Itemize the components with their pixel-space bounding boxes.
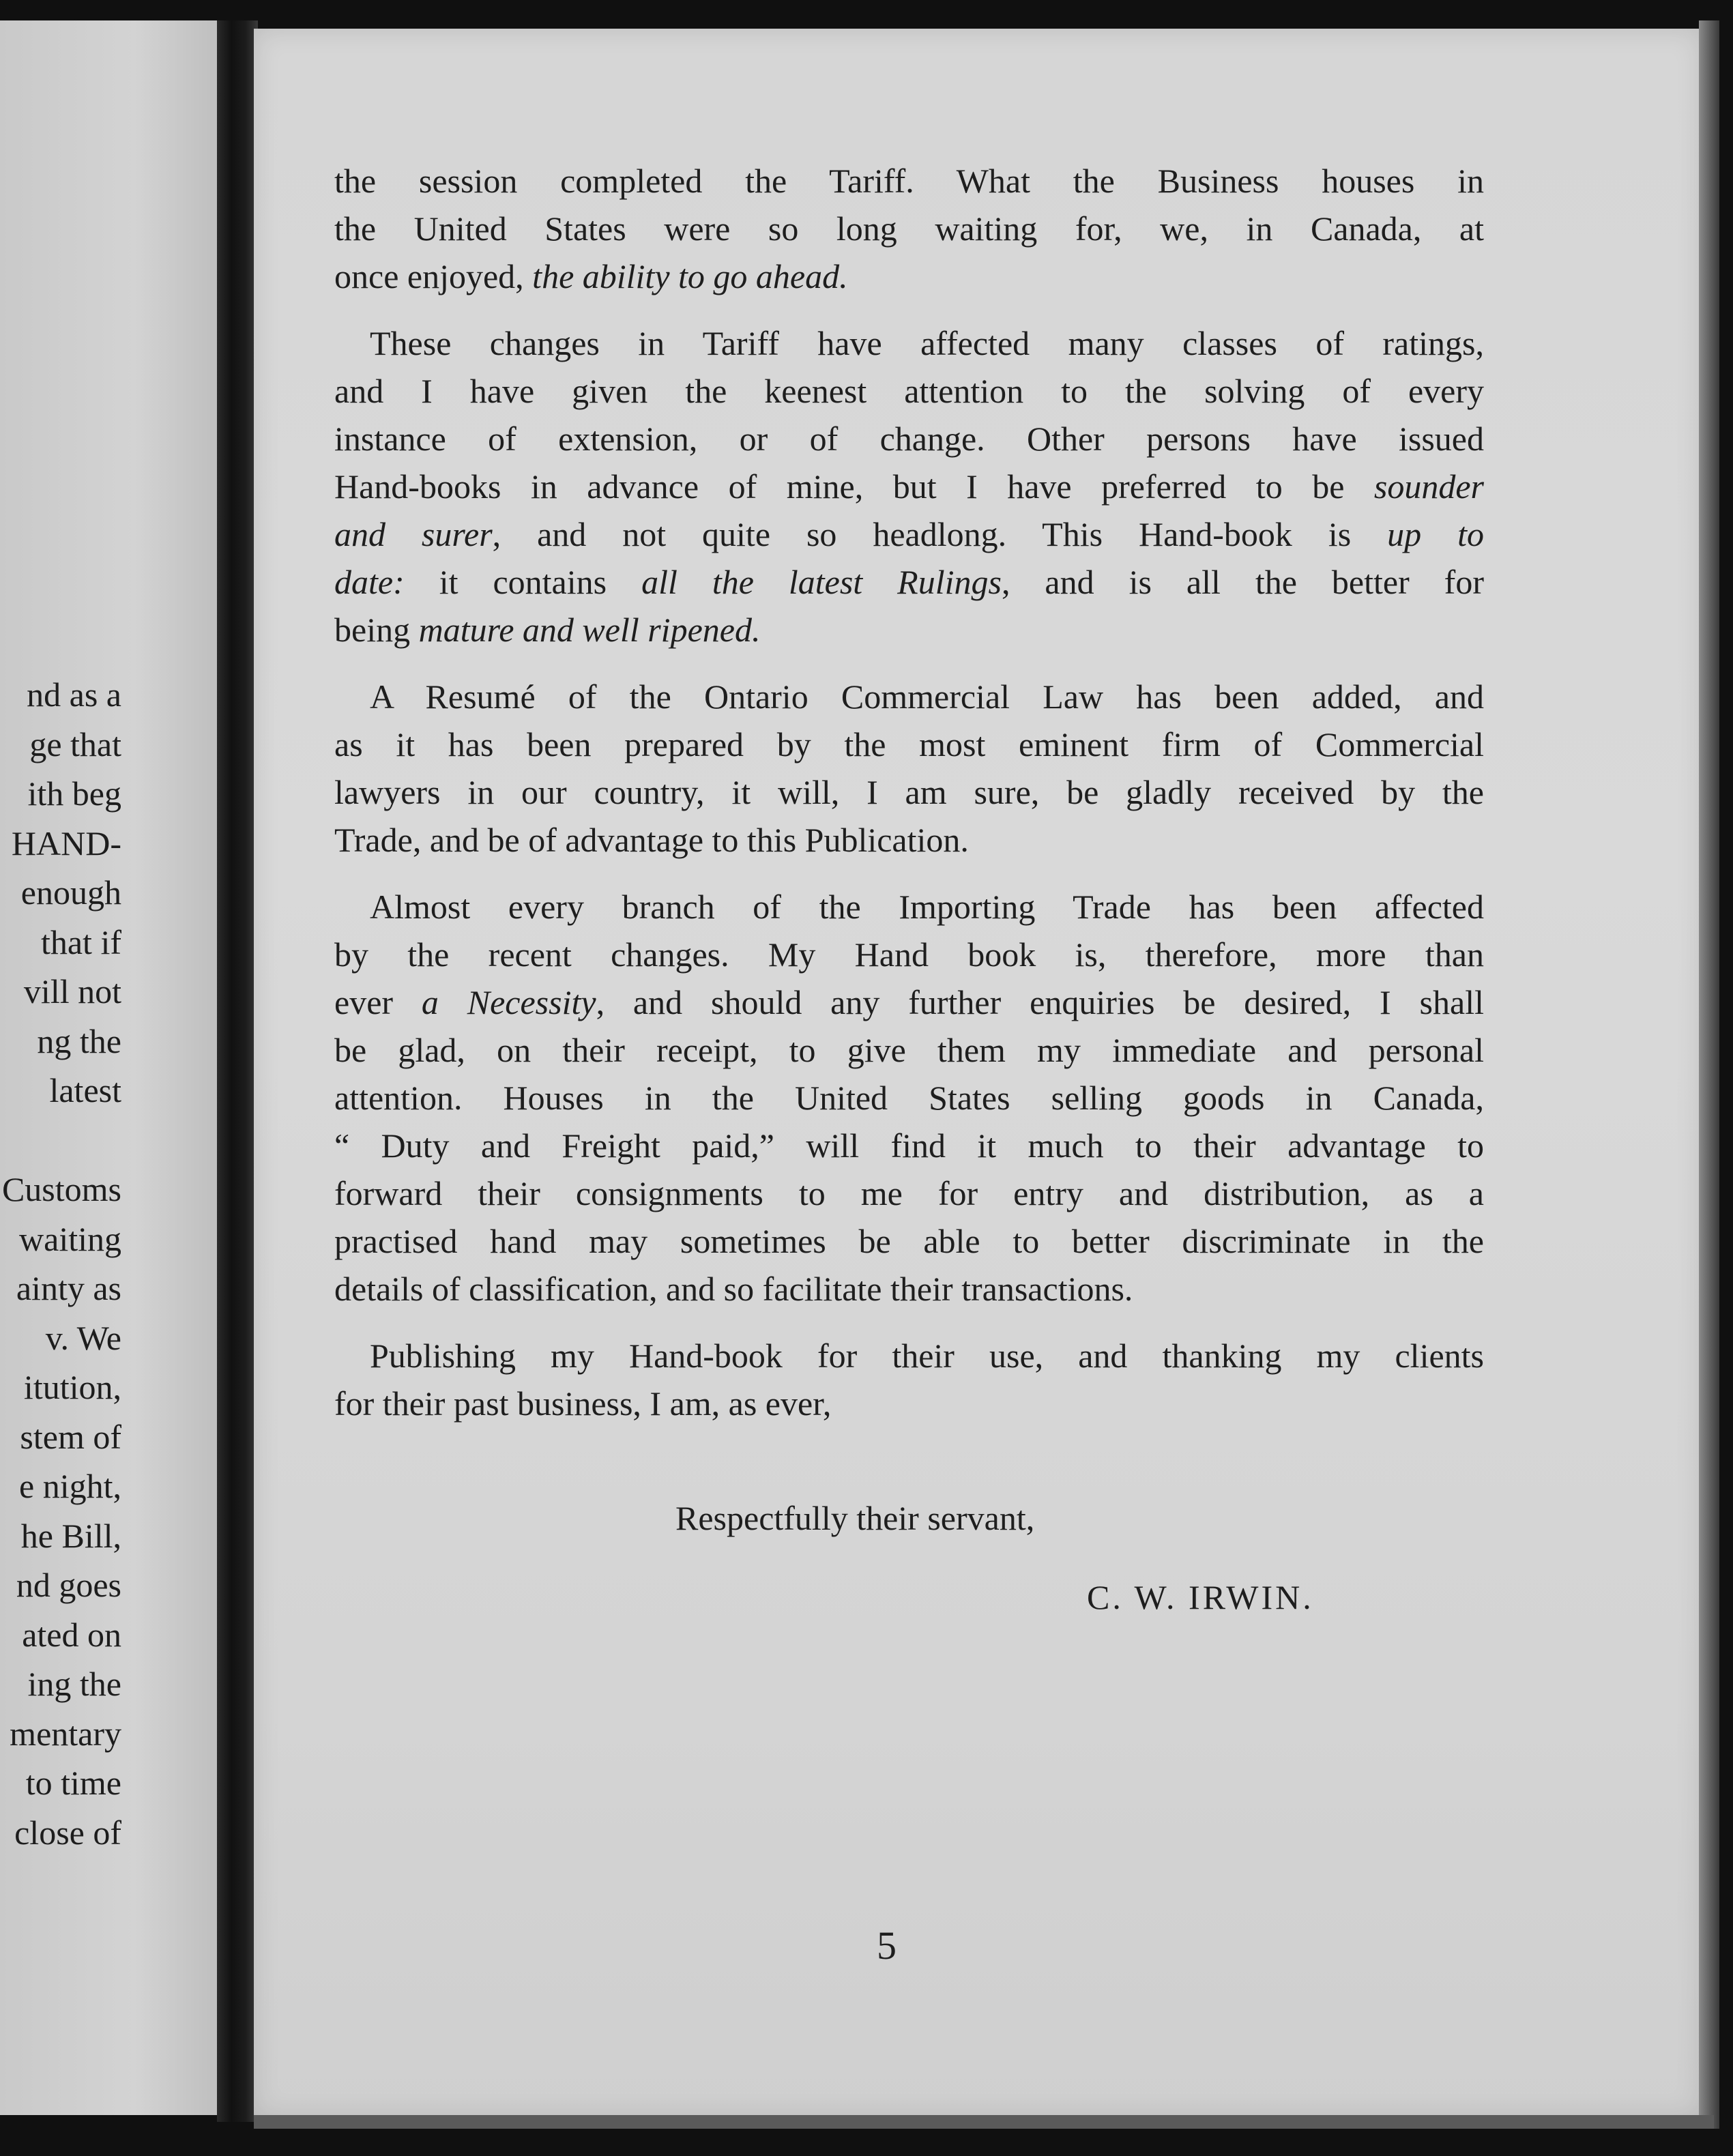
text-line (334, 415, 1484, 463)
text-run: it contains (404, 563, 642, 601)
left-page-line: ated on (22, 1615, 121, 1654)
left-page-line: Customs (1, 1170, 121, 1208)
text-line (334, 931, 1484, 978)
text-run: Trade, and be of advantage to this Publication. (334, 821, 969, 859)
text-run: Almost every branch of the Importing Trade has been affected (370, 888, 1484, 926)
paragraph (334, 883, 1484, 1313)
text-run: details of classification, and so facilitate their transactions. (334, 1270, 1133, 1308)
text-line (334, 1122, 1484, 1169)
text-run: lawyers in our country, it will, I am sure, be gladly received by the (334, 773, 1484, 811)
left-page-line: ing the (27, 1665, 121, 1703)
book-gutter (217, 20, 258, 2122)
page-number: 5 (877, 1923, 897, 1968)
italic-text: up to (1387, 515, 1484, 553)
text-run: , and should any further enquiries be desired, I shall (596, 983, 1484, 1021)
text-run: once enjoyed, (334, 257, 533, 295)
italic-text: a Necessity (421, 983, 596, 1021)
text-line (334, 1380, 1484, 1427)
text-run: the United States were so long waiting for, we, in Canada, at (334, 209, 1484, 248)
left-page-line: v. We (45, 1318, 121, 1357)
left-page-line: that if (40, 922, 121, 961)
left-page-line: nd goes (16, 1566, 121, 1604)
left-page-line: close of (14, 1813, 121, 1852)
text-line (334, 1332, 1484, 1380)
page-bottom-edge (254, 2115, 1714, 2129)
left-page (0, 20, 225, 2115)
text-run: as it has been prepared by the most eminent firm of Commercial (334, 725, 1484, 763)
text-line (334, 367, 1484, 415)
left-page-line: enough (20, 873, 121, 912)
text-run: the session completed the Tariff. What the Business houses in (334, 162, 1484, 200)
left-page-line: he Bill, (20, 1516, 121, 1555)
left-page-line: latest (49, 1071, 121, 1109)
text-line (334, 205, 1484, 252)
italic-text: sounder (1373, 467, 1484, 506)
italic-text: and surer (334, 515, 493, 553)
text-run: be glad, on their receipt, to give them my immediate and personal (334, 1031, 1484, 1069)
left-page-line: stem of (20, 1417, 121, 1456)
text-line (334, 978, 1484, 1026)
text-line (334, 883, 1484, 931)
text-line (334, 768, 1484, 816)
text-run: attention. Houses in the United States selling goods in Canada, (334, 1079, 1484, 1117)
left-page-line: HAND- (11, 824, 121, 862)
left-page-line: to time (25, 1764, 121, 1802)
paragraph (334, 673, 1484, 864)
left-page-line: ainty as (16, 1269, 121, 1307)
text-run: practised hand may sometimes be able to better discriminate in the (334, 1222, 1484, 1260)
text-line (334, 673, 1484, 720)
text-run: Hand-books in advance of mine, but I have preferred to be (334, 467, 1374, 506)
text-line (334, 157, 1484, 205)
left-page-line: waiting (19, 1219, 121, 1258)
text-line (334, 1074, 1484, 1122)
left-page-line: itution, (23, 1368, 121, 1406)
letter-body (334, 157, 1484, 1446)
text-run: being (334, 611, 419, 649)
italic-text: mature and well ripened. (418, 611, 761, 649)
text-line (334, 1026, 1484, 1074)
paragraph (334, 1332, 1484, 1427)
italic-text: all the latest Rulings (641, 563, 1002, 601)
left-page-line: e night, (19, 1467, 121, 1505)
italic-text: the ability to go ahead. (532, 257, 848, 295)
text-line (334, 1265, 1484, 1313)
text-line (334, 319, 1484, 367)
text-line (334, 720, 1484, 768)
text-line (334, 816, 1484, 864)
text-run: for their past business, I am, as ever, (334, 1384, 832, 1423)
text-run: These changes in Tariff have affected many classes of ratings, (370, 324, 1484, 362)
text-line (334, 1169, 1484, 1217)
left-page-line: ge that (29, 725, 121, 763)
text-run: and I have given the keenest attention to the solving of every (334, 372, 1484, 410)
paragraph (334, 157, 1484, 300)
text-line (334, 606, 1484, 654)
text-run: forward their consignments to me for entry and distribution, as a (334, 1174, 1484, 1212)
text-run: ever (334, 983, 422, 1021)
left-page-line: vill not (23, 972, 121, 1010)
text-run: by the recent changes. My Hand book is, therefore, more than (334, 935, 1484, 974)
left-page-line: ng the (37, 1021, 121, 1060)
left-page-line: mentary (10, 1714, 121, 1753)
paragraph (334, 319, 1484, 654)
text-run: , and is all the better for (1001, 563, 1484, 601)
text-run: “ Duty and Freight paid,” will find it much to their advantage to (334, 1126, 1484, 1165)
text-line (334, 558, 1484, 606)
text-line (334, 463, 1484, 510)
signature: C. W. IRWIN. (1087, 1578, 1314, 1616)
text-run: A Resumé of the Ontario Commercial Law has been added, and (370, 678, 1484, 716)
text-line (334, 510, 1484, 558)
text-run: instance of extension, or of change. Other persons have issued (334, 420, 1484, 458)
text-run: Publishing my Hand-book for their use, and thanking my clients (370, 1337, 1484, 1375)
text-run: , and not quite so headlong. This Hand-book is (492, 515, 1388, 553)
left-page-text-fragments (0, 670, 121, 1857)
text-line (334, 252, 1484, 300)
left-page-line: nd as a (27, 675, 121, 714)
italic-text: date: (334, 563, 405, 601)
text-line (334, 1217, 1484, 1265)
left-page-line: ith beg (27, 774, 121, 813)
page-edge (1699, 20, 1719, 2129)
left-page-line (0, 1116, 121, 1165)
closing-line: Respectfully their servant, (675, 1499, 1035, 1537)
